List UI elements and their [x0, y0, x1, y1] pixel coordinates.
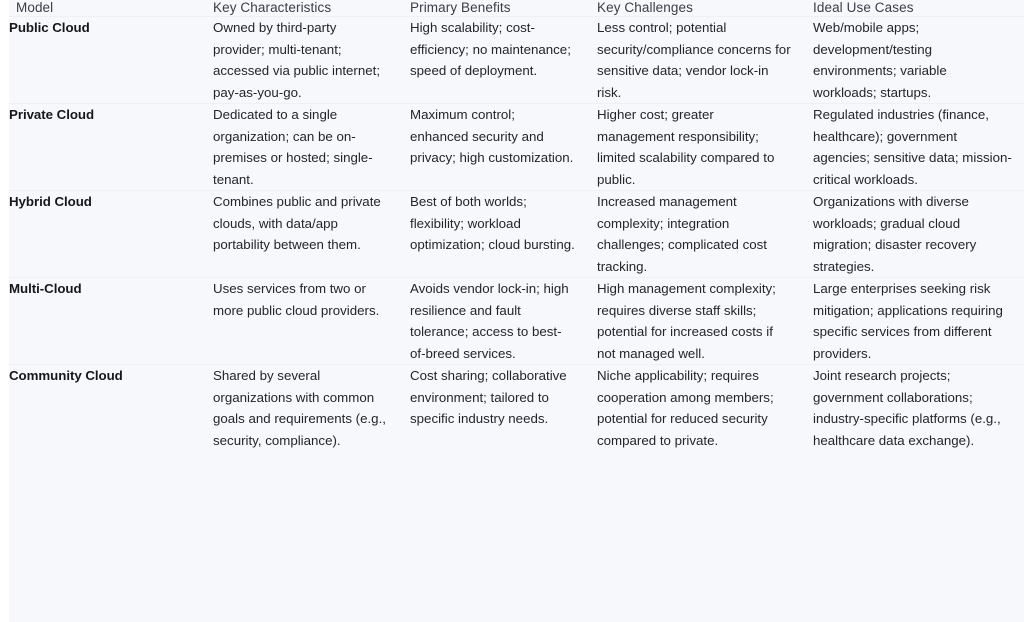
- table-container: [9, 0, 1024, 622]
- cell-key-characteristics: Uses services from two or more public cloud providers.: [213, 278, 410, 365]
- table-row: [9, 365, 1024, 452]
- cell-model: Public Cloud: [9, 17, 213, 104]
- cell-key-characteristics: Owned by third-party provider; multi-tenant; accessed via public internet; pay-as-you-go.: [213, 17, 410, 104]
- column-header-primary-benefits[interactable]: Primary Benefits: [410, 0, 597, 17]
- table-row: [9, 278, 1024, 365]
- cell-primary-benefits: High scalability; cost-efficiency; no maintenance; speed of deployment.: [410, 17, 597, 104]
- cell-ideal-use-cases: Organizations with diverse workloads; gradual cloud migration; disaster recovery strategies.: [813, 191, 1024, 278]
- cell-key-challenges: High management complexity; requires diverse staff skills; potential for increased costs if not managed well.: [597, 278, 813, 365]
- cloud-models-comparison-table: [9, 0, 1024, 451]
- column-header-key-challenges[interactable]: Key Challenges: [597, 0, 813, 17]
- table-row: [9, 17, 1024, 104]
- cell-ideal-use-cases: Large enterprises seeking risk mitigation; applications requiring specific services from different providers.: [813, 278, 1024, 365]
- column-header-ideal-use-cases[interactable]: Ideal Use Cases: [813, 0, 1024, 17]
- column-header-model[interactable]: Model: [9, 0, 213, 17]
- cell-key-challenges: Higher cost; greater management responsibility; limited scalability compared to public.: [597, 104, 813, 191]
- cell-key-challenges: Niche applicability; requires cooperation among members; potential for reduced security compared to private.: [597, 368, 774, 448]
- cell-key-challenges: Increased management complexity; integration challenges; complicated cost tracking.: [597, 191, 813, 278]
- table-header: [9, 0, 1024, 17]
- cell-ideal-use-cases: Web/mobile apps; development/testing environments; variable workloads; startups.: [813, 17, 1024, 104]
- cell-key-characteristics: Shared by several organizations with common goals and requirements (e.g., security, compliance).: [213, 368, 386, 448]
- table-header-row: [9, 0, 1024, 17]
- cell-model: Multi-Cloud: [9, 278, 213, 365]
- cell-model: Private Cloud: [9, 104, 213, 191]
- table-row: [9, 191, 1024, 278]
- cell-ideal-use-cases: Regulated industries (finance, healthcare); government agencies; sensitive data; mission-critical workloads.: [813, 104, 1024, 191]
- cell-primary-benefits: Cost sharing; collaborative environment; tailored to specific industry needs.: [410, 368, 567, 426]
- cell-key-challenges: Less control; potential security/compliance concerns for sensitive data; vendor lock-in risk.: [597, 17, 813, 104]
- table-row: [9, 104, 1024, 191]
- column-header-key-characteristics[interactable]: Key Characteristics: [213, 0, 410, 17]
- cell-primary-benefits: Avoids vendor lock-in; high resilience and fault tolerance; access to best-of-breed services.: [410, 278, 597, 365]
- cell-primary-benefits: Best of both worlds; flexibility; workload optimization; cloud bursting.: [410, 191, 597, 278]
- cell-primary-benefits: Maximum control; enhanced security and privacy; high customization.: [410, 104, 597, 191]
- cell-key-characteristics: Combines public and private clouds, with data/app portability between them.: [213, 191, 410, 278]
- cell-ideal-use-cases: Joint research projects; government collaborations; industry-specific platforms (e.g., healthcare data exchange).: [813, 368, 1001, 448]
- cell-key-characteristics: Dedicated to a single organization; can be on-premises or hosted; single-tenant.: [213, 104, 410, 191]
- cell-model: Hybrid Cloud: [9, 191, 213, 278]
- cell-model: Community Cloud: [9, 368, 123, 383]
- table-body: [9, 17, 1024, 452]
